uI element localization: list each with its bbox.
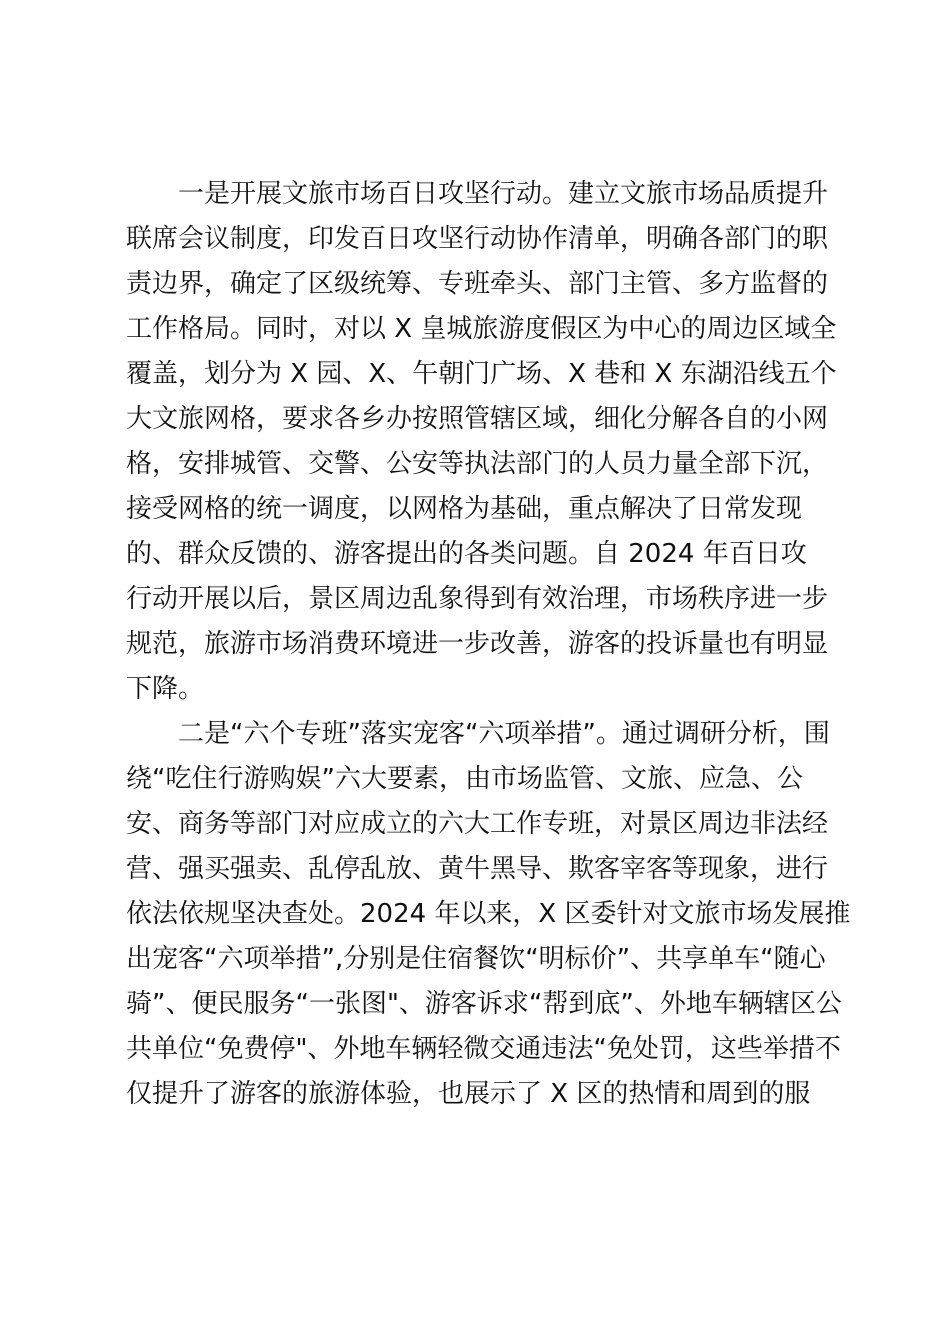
text-line: 安、商务等部门对应成立的六大工作专班，对景区周边非法经 bbox=[126, 809, 829, 839]
text-line: 仅提升了游客的旅游体验，也展示了 X 区的热情和周到的服 bbox=[126, 1079, 811, 1109]
text-line: 覆盖，划分为 X 园、X、午朝门广场、X 巷和 X 东湖沿线五个 bbox=[126, 359, 837, 389]
text-line: 责边界，确定了区级统筹、专班牵头、部门主管、多方监督的 bbox=[126, 269, 829, 299]
text-line: 二是“六个专班”落实宠客“六项举措”。通过调研分析，围 bbox=[178, 719, 830, 749]
text-line: 规范，旅游市场消费环境进一步改善，游客的投诉量也有明显 bbox=[126, 629, 829, 659]
text-line: 营、强买强卖、乱停乱放、黄牛黑导、欺客宰客等现象，进行 bbox=[126, 854, 829, 884]
text-line: 接受网格的统一调度，以网格为基础，重点解决了日常发现 bbox=[126, 494, 803, 524]
text-line: 依法依规坚决查处。2024 年以来，X 区委针对文旅市场发展推 bbox=[126, 899, 851, 929]
text-line: 行动开展以后，景区周边乱象得到有效治理，市场秩序进一步 bbox=[126, 584, 829, 614]
text-line: 的、群众反馈的、游客提出的各类问题。自 2024 年百日攻 bbox=[126, 539, 807, 569]
text-line: 下降。 bbox=[126, 674, 205, 704]
text-line: 大文旅网格，要求各乡办按照管辖区域，细化分解各自的小网 bbox=[126, 404, 829, 434]
text-line: 格，安排城管、交警、公安等执法部门的人员力量全部下沉， bbox=[126, 449, 829, 479]
text-line: 共单位“免费停"、外地车辆轻微交通违法“免处罚，这些举措不 bbox=[126, 1034, 841, 1064]
text-line: 绕“吃住行游购娱”六大要素，由市场监管、文旅、应急、公 bbox=[126, 764, 803, 794]
text-line: 工作格局。同时，对以 X 皇城旅游度假区为中心的周边区域全 bbox=[126, 314, 837, 344]
text-line: 出宠客“六项举措”,分别是住宿餐饮“明标价”、共享单车“随心 bbox=[126, 944, 826, 974]
text-line: 一是开展文旅市场百日攻坚行动。建立文旅市场品质提升 bbox=[178, 179, 829, 209]
text-line: 骑”、便民服务“一张图"、游客诉求“帮到底”、外地车辆辖区公 bbox=[126, 989, 842, 1019]
text-line: 联席会议制度，印发百日攻坚行动协作清单，明确各部门的职 bbox=[126, 224, 829, 254]
